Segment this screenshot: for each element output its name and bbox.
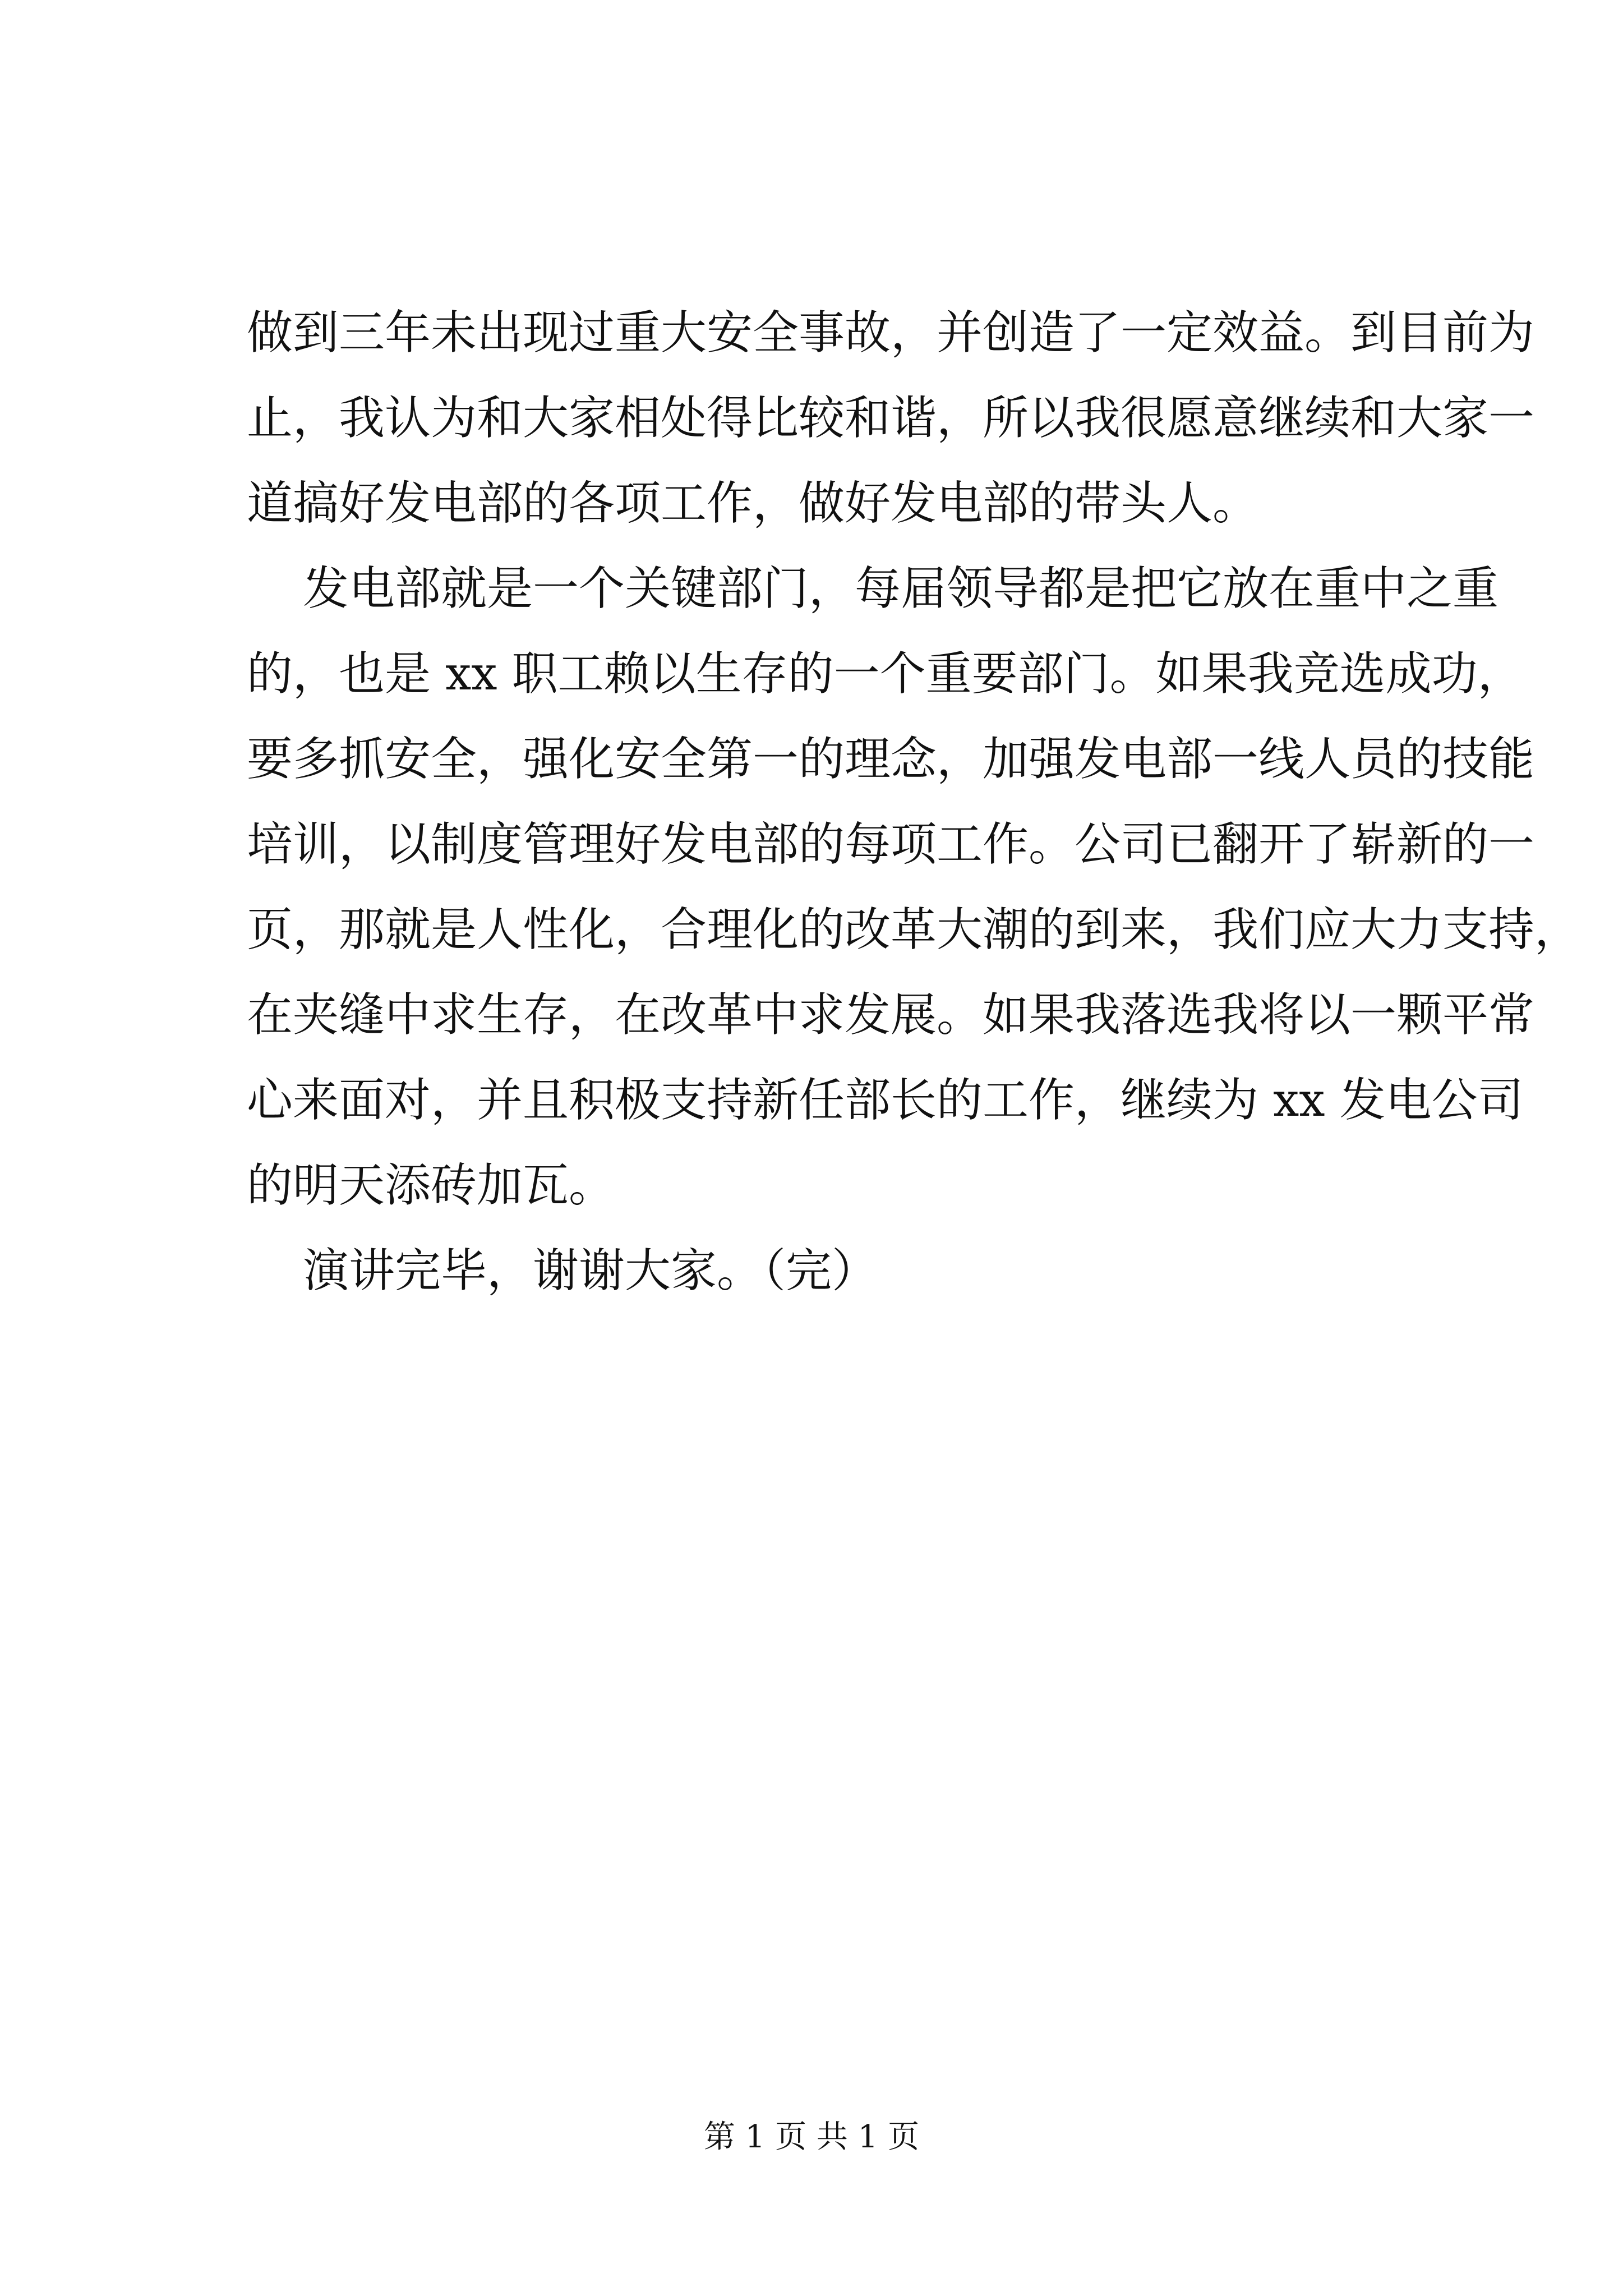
paragraph-1-line-2: 止，我认为和大家相处得比较和谐，所以我很愿意继续和大家一 bbox=[247, 392, 1535, 445]
paragraph-2-line-4: 培训，以制度管理好发电部的每项工作。公司已翻开了崭新的一 bbox=[247, 818, 1535, 871]
paragraph-2-line-8: 的明天添砖加瓦。 bbox=[247, 1159, 615, 1212]
paragraph-1-line-1: 做到三年未出现过重大安全事故，并创造了一定效益。到目前为 bbox=[247, 306, 1535, 360]
paragraph-2-line-7: 心来面对，并且积极支持新任部长的工作，继续为 xx 发电公司 bbox=[247, 1074, 1524, 1127]
paragraph-2-line-6: 在夹缝中求生存，在改革中求发展。如果我落选我将以一颗平常 bbox=[247, 988, 1535, 1042]
paragraph-2-line-5: 页，那就是人性化，合理化的改革大潮的到来，我们应大力支持， bbox=[247, 903, 1581, 956]
paragraph-3-line-1: 演讲完毕，谢谢大家。（完） bbox=[303, 1244, 878, 1297]
page-number-footer: 第 1 页 共 1 页 bbox=[703, 2119, 920, 2155]
paragraph-2-line-3: 要多抓安全，强化安全第一的理念，加强发电部一线人员的技能 bbox=[247, 733, 1535, 786]
paragraph-1-line-3: 道搞好发电部的各项工作，做好发电部的带头人。 bbox=[247, 477, 1259, 530]
paragraph-2-line-1: 发电部就是一个关键部门，每届领导都是把它放在重中之重 bbox=[303, 562, 1499, 615]
paragraph-2-line-2: 的，也是 xx 职工赖以生存的一个重要部门。如果我竞选成功， bbox=[247, 647, 1524, 701]
